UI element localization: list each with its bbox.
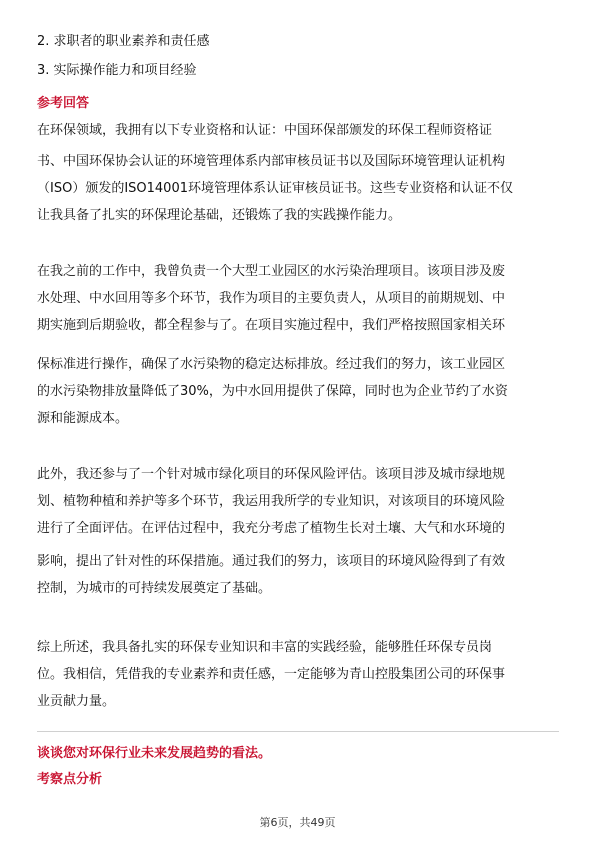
section-divider [37,731,559,732]
paragraph-line: 水处理、中水回用等多个环节，我作为项目的主要负责人，从项目的前期规划、中 [37,291,506,306]
paragraph-line: 在环保领域，我拥有以下专业资格和认证：中国环保部颁发的环保工程师资格证 [37,123,493,138]
list-item: 3. 实际操作能力和项目经验 [37,63,197,78]
paragraph-line: 综上所述，我具备扎实的环保专业知识和丰富的实践经验，能够胜任环保专员岗 [37,640,493,655]
paragraph-line: 期实施到后期验收，都全程参与了。在项目实施过程中，我们严格按照国家相关环 [37,318,506,333]
answer-heading: 参考回答 [37,96,90,111]
paragraph-line: 源和能源成本。 [37,411,129,426]
paragraph-line: 保标准进行操作，确保了水污染物的稳定达标排放。经过我们的努力，该工业园区 [37,357,506,372]
paragraph-line: 让我具备了扎实的环保理论基础，还锻炼了我的实践操作能力。 [37,208,402,223]
paragraph-line: 控制，为城市的可持续发展奠定了基础。 [37,581,272,596]
paragraph-line: 位。我相信，凭借我的专业素养和责任感，一定能够为青山控股集团公司的环保事 [37,667,506,682]
next-question: 谈谈您对环保行业未来发展趋势的看法。 [37,746,272,761]
paragraph-line: 在我之前的工作中，我曾负责一个大型工业园区的水污染治理项目。该项目涉及废 [37,264,506,279]
analysis-heading: 考察点分析 [37,772,103,787]
paragraph-line: 业贡献力量。 [37,694,116,709]
paragraph-line: 此外，我还参与了一个针对城市绿化项目的环保风险评估。该项目涉及城市绿地规 [37,467,506,482]
paragraph-line: 影响，提出了针对性的环保措施。通过我们的努力，该项目的环境风险得到了有效 [37,554,506,569]
paragraph-line: 划、植物种植和养护等多个环节，我运用我所学的专业知识，对该项目的环境风险 [37,494,506,509]
paragraph-line: 进行了全面评估。在评估过程中，我充分考虑了植物生长对土壤、大气和水环境的 [37,521,506,536]
list-item: 2. 求职者的职业素养和责任感 [37,34,210,49]
paragraph-line: （ISO）颁发的ISO14001环境管理体系认证审核员证书。这些专业资格和认证不仅 [37,181,513,196]
paragraph-line: 的水污染物排放量降低了30%，为中水回用提供了保障，同时也为企业节约了水资 [37,384,508,399]
paragraph-line: 书、中国环保协会认证的环境管理体系内部审核员证书以及国际环境管理认证机构 [37,154,506,169]
page-number: 第6页，共49页 [259,816,336,829]
